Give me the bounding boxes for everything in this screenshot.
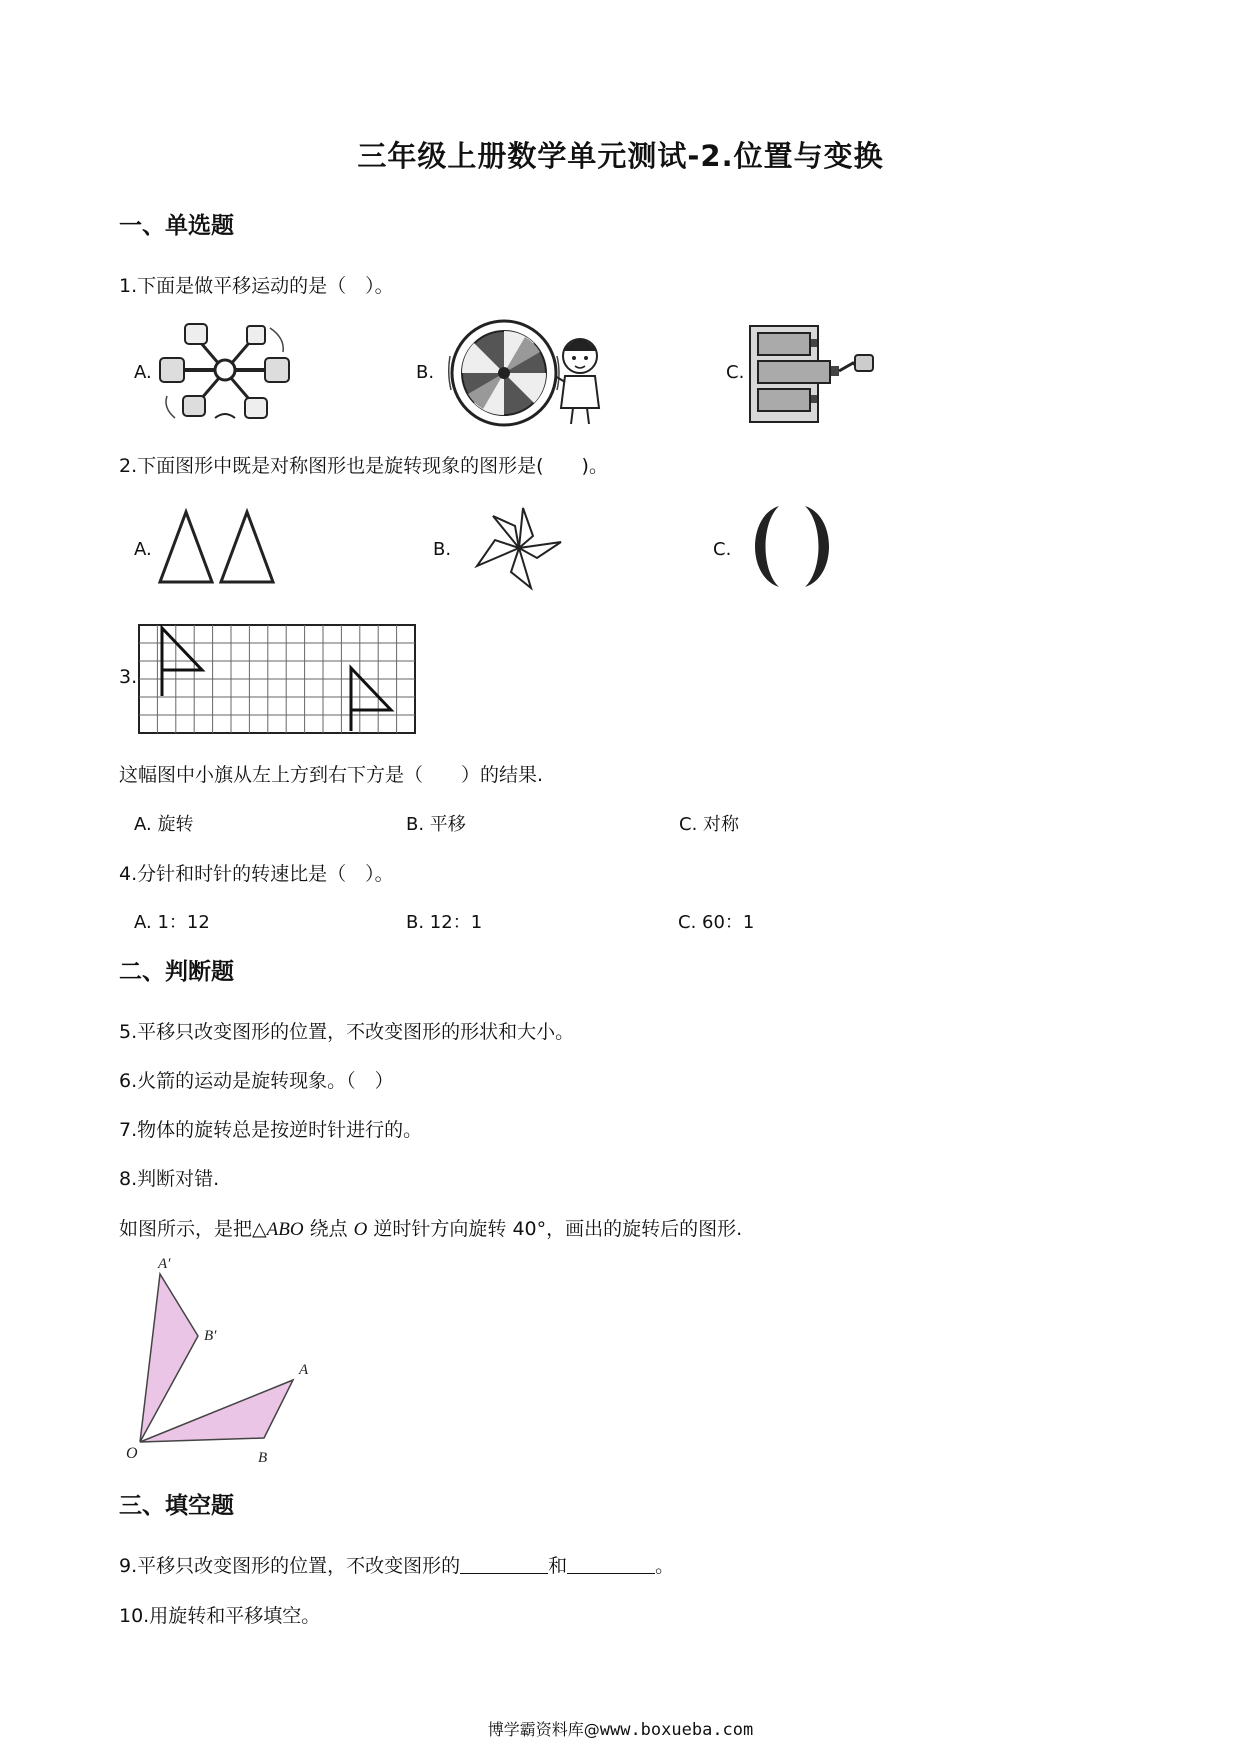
- label-a: A: [299, 1362, 309, 1378]
- q2-pinwheel-image: [473, 506, 565, 591]
- page-title: 三年级上册数学单元测试-2.位置与变换: [357, 139, 884, 173]
- label-o: O: [126, 1445, 138, 1462]
- q1-option-b-label: B.: [416, 362, 435, 383]
- question-4: 4.分针和时针的转速比是（ ）。: [119, 863, 394, 885]
- label-a-prime: A′: [158, 1256, 171, 1272]
- label-b: B: [258, 1450, 268, 1466]
- question-2: 2.下面图形中既是对称图形也是旋转现象的图形是( )。: [119, 455, 608, 477]
- q3-option-a: A. 旋转: [134, 814, 194, 835]
- q3-grid-flag-image: [138, 624, 416, 736]
- section-heading-fill-blank: 三、填空题: [119, 1493, 234, 1519]
- q1-ride-rotation-image: [155, 318, 295, 428]
- footer-watermark: 博学霸资料库@www.boxueba.com: [487, 1720, 754, 1740]
- q3-option-b: B. 平移: [406, 814, 466, 835]
- question-3: 这幅图中小旗从左上方到右下方是（ ）的结果.: [119, 764, 544, 786]
- question-8-description: 如图所示，是把△ABO 绕点 O 逆时针方向旋转 40°，画出的旋转后的图形.: [119, 1218, 743, 1240]
- question-5: 5.平移只改变图形的位置，不改变图形的形状和大小。: [119, 1021, 575, 1043]
- q4-option-b: B. 12：1: [406, 912, 483, 933]
- question-8: 8.判断对错.: [119, 1168, 220, 1190]
- question-10: 10.用旋转和平移填空。: [119, 1605, 321, 1627]
- q9-blank-1[interactable]: [460, 1555, 548, 1574]
- q4-option-c: C. 60：1: [678, 912, 755, 933]
- question-3-number: 3.: [119, 666, 138, 688]
- section-heading-single-choice: 一、单选题: [119, 213, 234, 239]
- q2-crescent-brackets-image: [747, 504, 837, 589]
- q2-option-b-label: B.: [433, 539, 452, 560]
- q9-blank-2[interactable]: [567, 1555, 655, 1574]
- q2-option-c-label: C.: [713, 539, 732, 560]
- q1-sliding-drawer-image: [749, 325, 879, 425]
- q1-option-a-label: A.: [134, 362, 152, 383]
- q2-two-triangles-image: [158, 510, 278, 585]
- section-heading-true-false: 二、判断题: [119, 959, 234, 985]
- q1-option-c-label: C.: [726, 362, 745, 383]
- q2-option-a-label: A.: [134, 539, 152, 560]
- q1-spinning-wheel-image: [447, 316, 607, 428]
- q8-rotation-figure: [118, 1256, 318, 1476]
- question-7: 7.物体的旋转总是按逆时针进行的。: [119, 1119, 423, 1141]
- question-1: 1.下面是做平移运动的是（ ）。: [119, 275, 394, 297]
- label-b-prime: B′: [204, 1328, 217, 1344]
- q3-option-c: C. 对称: [679, 814, 740, 835]
- q4-option-a: A. 1：12: [134, 912, 210, 933]
- question-6: 6.火箭的运动是旋转现象。（ ）: [119, 1070, 394, 1092]
- question-9: 9.平移只改变图形的位置，不改变图形的 和 。: [119, 1555, 675, 1577]
